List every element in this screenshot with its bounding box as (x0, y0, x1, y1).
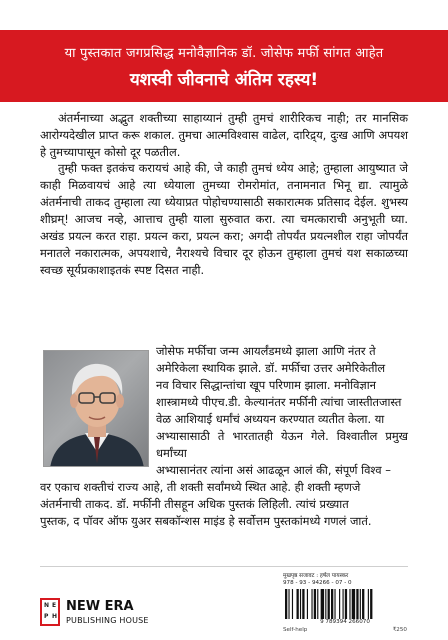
banner-line-1: या पुस्तकात जगप्रसिद्ध मनोवैज्ञानिक डॉ. जोसेफ मर्फी सांगत आहेत (64, 46, 384, 61)
barcode-bar (360, 589, 361, 619)
footer-divider (40, 566, 408, 567)
barcode-bar (362, 589, 364, 619)
bio-line: वर एकाच शक्तीचं राज्य आहे, ती शक्ती सर्वांमध्ये स्थित आहे. ही शक्ती म्हणजे (40, 480, 361, 494)
barcode-bar (300, 589, 301, 619)
barcode-bar (285, 589, 287, 619)
book-price: ₹250 (392, 627, 407, 633)
cover-credit: मुखपृष्ठ सजावट : हर्षल पायस्कर (283, 573, 349, 579)
barcode-bar (314, 589, 316, 619)
bio-line: अंतर्मनाची ताकद. डॉ. मर्फीनी तीसहून अधिक पुस्तकं लिहिली. त्यांचं प्रख्यात (40, 497, 349, 511)
publisher-subtitle: PUBLISHING HOUSE (66, 616, 149, 625)
barcode-bar (368, 589, 369, 619)
barcode-bar (307, 589, 308, 619)
book-category: Self-help (283, 627, 308, 633)
book-meta-row (283, 627, 407, 636)
barcode-bar (352, 589, 355, 619)
publisher-logo (40, 598, 200, 630)
barcode-bar (297, 589, 299, 619)
bio-line: अभ्यासासाठी ते भारतातही येऊन गेले. विश्वातील प्रमुख धर्मांच्या (156, 429, 408, 460)
bio-line: अमेरिकेला स्थायिक झाले. डॉ. मर्फीचा उत्तर अमेरिकेतील (156, 361, 386, 375)
barcode (283, 589, 407, 619)
author-bio (40, 343, 408, 530)
barcode-bar (302, 589, 304, 619)
bio-line: जोसेफ मर्फीचा जन्म आयर्लंडमध्ये झाला आणि नंतर ते (156, 344, 376, 358)
barcode-bar (349, 589, 350, 619)
barcode-bar (331, 589, 333, 619)
isbn-text: 978 - 93 - 94266 - 07 - 0 (283, 580, 352, 586)
barcode-bar (328, 589, 330, 619)
barcode-bar (317, 589, 318, 619)
intro-paragraph-1: अंतर्मनाच्या अद्भुत शक्तीच्या साहाय्यानं तुम्ही तुमचं शारीरिकच नाही; तर मानसिक आरोग्यदेखील प्राप्त करू शकाल. तुमचा आत्मविश्वास वाढेल, दारिद्र्य, दुःख आणि अपयश हे तुमच्यापासून कोसो दूर पळतील. (40, 111, 408, 159)
barcode-bar (292, 589, 293, 619)
barcode-bar (334, 589, 335, 619)
barcode-bar (339, 589, 340, 619)
logo-letter: E (52, 602, 57, 609)
publisher-logo-mark (40, 598, 60, 626)
barcode-number: 9 789394 266070 (320, 619, 370, 625)
back-matter-text (283, 573, 407, 587)
barcode-bar (325, 589, 326, 619)
logo-letter: N (44, 602, 50, 609)
logo-letter: P (44, 613, 49, 620)
bio-line: शास्त्रामध्ये पीएच.डी. केल्यानंतर मर्फीनी त्यांचा जास्तीतजास्त (156, 395, 402, 409)
barcode-bar (356, 589, 358, 619)
headline-banner (0, 30, 448, 102)
bio-line: नव विचार सिद्धान्तांचा खूप परिणाम झाला. मनोविज्ञान (156, 378, 377, 392)
barcode-bar (311, 589, 312, 619)
banner-line-2: यशस्वी जीवनाचे अंतिम रहस्य! (129, 70, 319, 90)
barcode-bar (343, 589, 344, 619)
barcode-bar (288, 589, 289, 619)
bio-line: वेळ आशियाई धर्मांचं अध्ययन करण्यात व्यतीत केला. या (156, 412, 385, 426)
bio-line: अभ्यासानंतर त्यांना असं आढळून आलं की, संपूर्ण विश्व – (156, 463, 391, 477)
intro-paragraph-2: तुम्ही फक्त इतकंच करायचं आहे की, जे काही तुमचं ध्येय आहे; तुम्हाला आयुष्यात जे काही मिळवायचं आहे त्या ध्येयाला तुमच्या रोमरोमांत, तनामनात भिनू द्या. त्यामुळे अंतर्मनाची ताकद तुम्हाला त्या ध्येयाप्रत पोहोचण्यासाठी सकारात्मक प्रतिसाद देईल. शुभस्य शीघ्रम्! आजच नव्हे, आत्ताच तुम्ही याला सुरुवात करा. त्या चमत्काराची अनुभूती घ्या. अखंड प्रयत्न करत राहा. प्रयत्न करा, प्रयत्न करा; अगदी तोपर्यंत प्रयत्नशील राहा जोपर्यंत मनातले नकारात्मक, अपयशाचे, नैराश्यचे विचार दूर होऊन तुम्हाला तुमचं यश सकाळच्या स्वच्छ सूर्यप्रकाशाइतकं स्पष्ट दिसत नाही. (40, 161, 408, 277)
publisher-name: NEW ERA (66, 599, 134, 614)
barcode-bar (321, 589, 324, 619)
bio-line: पुस्तक, द पॉवर ऑफ युअर सबकॉन्शस माइंड हे सर्वोत्तम पुस्तकांमध्ये गणलं जातं. (40, 514, 372, 528)
barcode-bar (370, 589, 372, 619)
barcode-bar (345, 589, 347, 619)
logo-letter: H (52, 613, 58, 620)
